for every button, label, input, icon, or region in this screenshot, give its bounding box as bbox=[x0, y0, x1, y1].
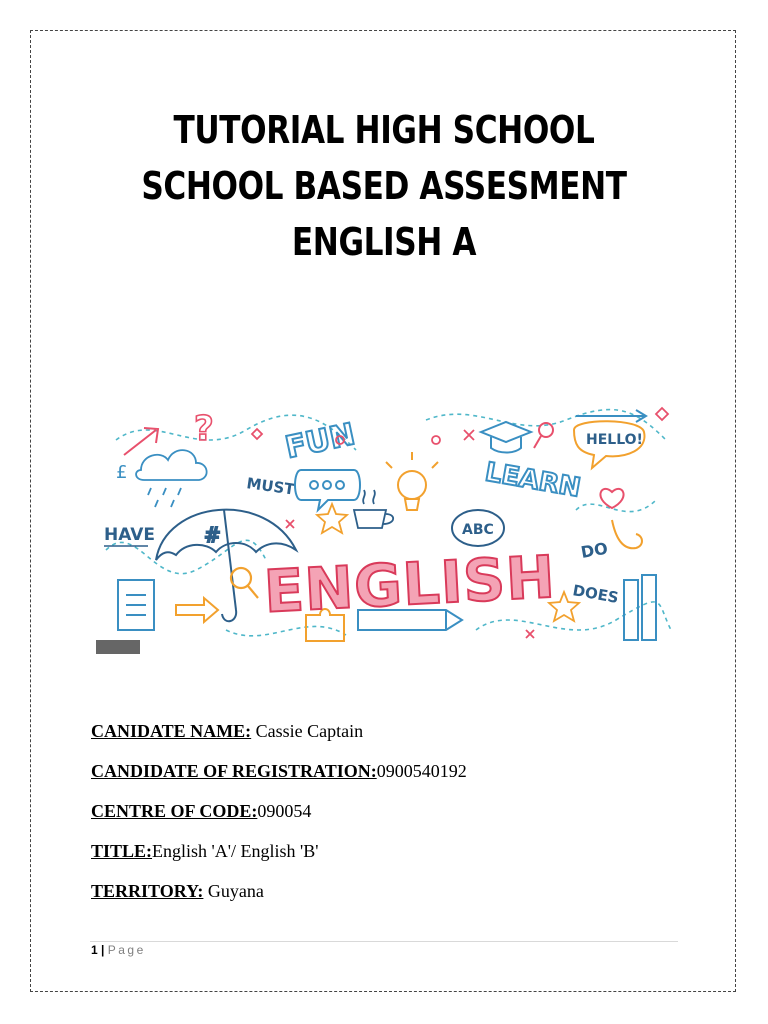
centre-code-value: 090054 bbox=[257, 801, 312, 821]
english-word: ENGLISH bbox=[262, 542, 558, 626]
svg-text:?: ? bbox=[194, 409, 214, 449]
title-line-2: SCHOOL BASED ASSESMENT bbox=[141, 164, 627, 208]
territory-row bbox=[91, 877, 691, 917]
word-learn: LEARN bbox=[482, 457, 583, 504]
candidate-name-value: Cassie Captain bbox=[251, 721, 364, 741]
candidate-name-label: CANIDATE NAME: bbox=[91, 721, 252, 741]
footer-separator: | bbox=[101, 943, 105, 957]
registration-label: CANDIDATE OF REGISTRATION: bbox=[91, 761, 377, 781]
word-fun: FUN bbox=[282, 417, 359, 466]
word-must: MUST bbox=[245, 474, 296, 499]
title-line-3: ENGLISH A bbox=[291, 220, 477, 264]
document-title bbox=[69, 102, 699, 270]
svg-text:HELLO!: HELLO! bbox=[586, 432, 643, 448]
english-doodle-banner bbox=[96, 400, 672, 654]
title-label: TITLE: bbox=[91, 841, 153, 861]
page-label: Page bbox=[107, 943, 146, 957]
pound-sign: £ bbox=[116, 462, 128, 483]
word-do: DO bbox=[579, 538, 610, 562]
svg-text:ABC: ABC bbox=[462, 522, 494, 538]
question-mark-icon bbox=[194, 409, 214, 449]
title-value: English 'A'/ English 'B' bbox=[152, 841, 319, 861]
centre-code-label: CENTRE OF CODE: bbox=[91, 801, 258, 821]
candidate-info bbox=[91, 717, 691, 917]
title-line-1: TUTORIAL HIGH SCHOOL bbox=[173, 108, 595, 152]
title-row bbox=[91, 837, 691, 877]
page-footer bbox=[91, 943, 146, 957]
registration-row bbox=[91, 757, 691, 797]
svg-text:#: # bbox=[204, 523, 221, 547]
territory-value: Guyana bbox=[203, 881, 264, 901]
page-number: 1 bbox=[91, 943, 98, 957]
footer-rule bbox=[90, 941, 678, 942]
word-have: HAVE bbox=[104, 525, 155, 545]
centre-code-row bbox=[91, 797, 691, 837]
watermark-tag bbox=[96, 640, 140, 654]
candidate-name-row bbox=[91, 717, 691, 757]
registration-value: 0900540192 bbox=[376, 761, 467, 781]
territory-label: TERRITORY: bbox=[91, 881, 204, 901]
word-does: DOES bbox=[571, 581, 620, 607]
